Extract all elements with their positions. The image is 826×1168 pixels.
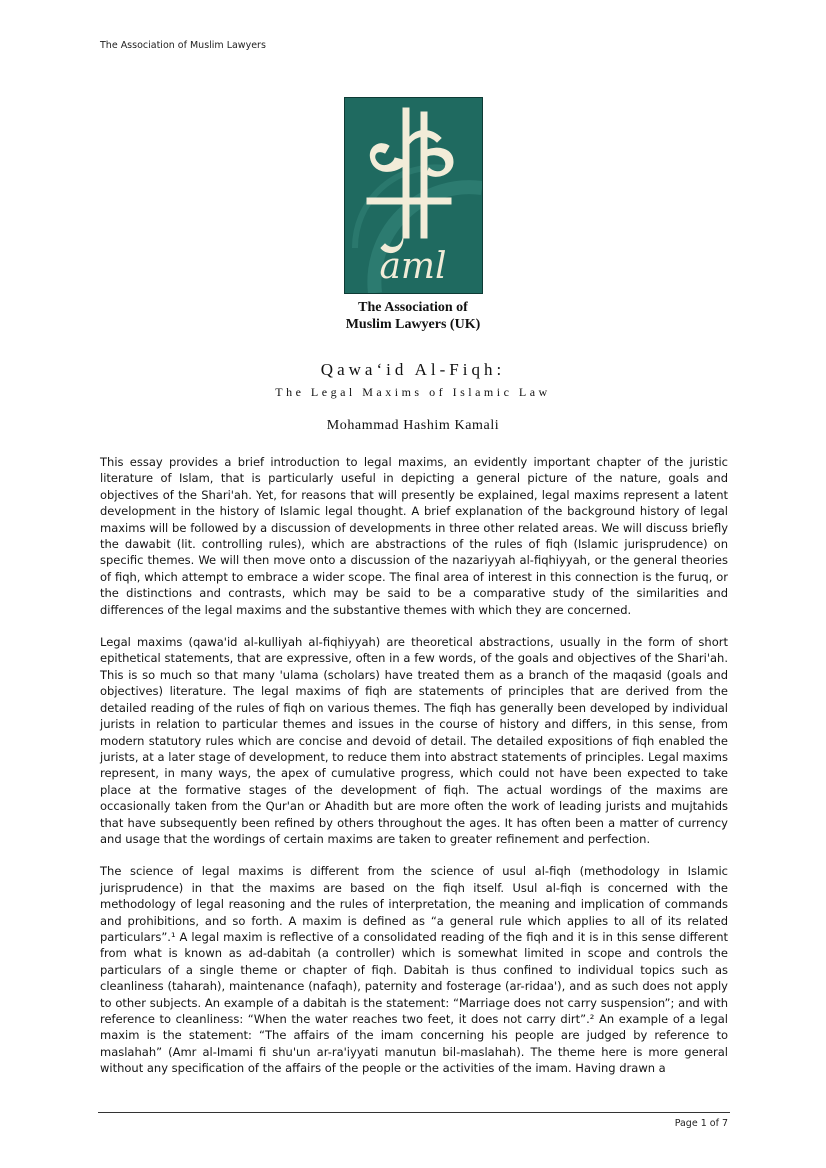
- author-name: Mohammad Hashim Kamali: [326, 418, 500, 433]
- logo-monogram: aml: [379, 246, 447, 287]
- page-number: Page 1 of 7: [674, 1118, 728, 1129]
- running-header: The Association of Muslim Lawyers: [100, 40, 266, 51]
- aml-logo: [344, 97, 483, 294]
- document-subtitle: The Legal Maxims of Islamic Law: [275, 385, 551, 399]
- body-text: [100, 454, 728, 1093]
- org-line-1: The Association of: [358, 300, 468, 315]
- footer-divider: [98, 1112, 730, 1113]
- paragraph-1: This essay provides a brief introduction to legal maxims, an evidently important chapter of the juristic literature of Islam, that is particularly useful in depicting a general picture of the nature, goals and objectives of the Shari'ah. Yet, for reasons that will presently be explained, legal maxims represent a latent development in the history of Islamic legal thought. A brief explanation of the background history of legal maxims will be followed by a discussion of developments in three other related areas. We will discuss briefly the dawabit (lit. controlling rules), which are abstractions of the rules of fiqh (Islamic jurisprudence) on specific themes. We will then move onto a discussion of the nazariyyah al-fiqhiyyah, or the general theories of fiqh, which attempt to embrace a wider scope. The final area of interest in this connection is the furuq, or the distinctions and contrasts, which may be said to be a comparative study of the similarities and differences of the legal maxims and the substantive themes with which they are concerned.: [100, 455, 728, 617]
- document-title: Qawa‘id Al-Fiqh:: [320, 360, 506, 379]
- organization-name: [0, 299, 826, 333]
- paragraph-2: Legal maxims (qawa'id al-kulliyah al-fiqhiyyah) are theoretical abstractions, usually in the form of short epithetical statements, that are expressive, often in a few words, of the goals and objectives of the Shari'ah. This is so much so that many 'ulama (scholars) have treated them as a branch of the maqasid (goals and objectives) literature. The legal maxims of fiqh are statements of principles that are derived from the detailed reading of the rules of fiqh on various themes. The fiqh has generally been developed by individual jurists in relation to particular themes and issues in the course of history and differs, in this sense, from modern statutory rules which are concise and devoid of detail. The detailed expositions of fiqh enabled the jurists, at a later stage of development, to reduce them into abstract statements of principles. Legal maxims represent, in many ways, the apex of cumulative progress, which could not have been expected to take place at the formative stages of the development of fiqh. The actual wordings of the maxims are occasionally taken from the Qur'an or Ahadith but are more often the work of leading jurists and mujtahids that have subsequently been refined by others throughout the ages. It has often been a matter of currency and usage that the wordings of certain maxims are taken to greater refinement and perfection.: [100, 635, 728, 846]
- paragraph-3: The science of legal maxims is different from the science of usul al-fiqh (methodology in Islamic jurisprudence) in that the maxims are based on the fiqh itself. Usul al-fiqh is concerned with the methodology of legal reasoning and the rules of interpretation, the meaning and implication of commands and prohibitions, and so forth. A maxim is defined as “a general rule which applies to all of its related particulars”.¹ A legal maxim is reflective of a consolidated reading of the fiqh and it is in this sense different from what is known as ad-dabitah (a controller) which is somewhat limited in scope and controls the particulars of a single theme or chapter of fiqh. Dabitah is thus confined to individual topics such as cleanliness (taharah), maintenance (nafaqh), paternity and fosterage (ar-ridaa'), and as such does not apply to other subjects. An example of a dabitah is the statement: “Marriage does not carry suspension”; and with reference to cleanliness: “When the water reaches two feet, it does not carry dirt”.² An example of a legal maxim is the statement: “The affairs of the imam concerning his people are judged by reference to maslahah” (Amr al-Imami fi shu'un ar-ra'iyyati manutun bil-maslahah). The theme here is more general without any specification of the affairs of the people or the activities of the imam. Having drawn a: [100, 864, 728, 1076]
- org-line-2: Muslim Lawyers (UK): [345, 317, 481, 332]
